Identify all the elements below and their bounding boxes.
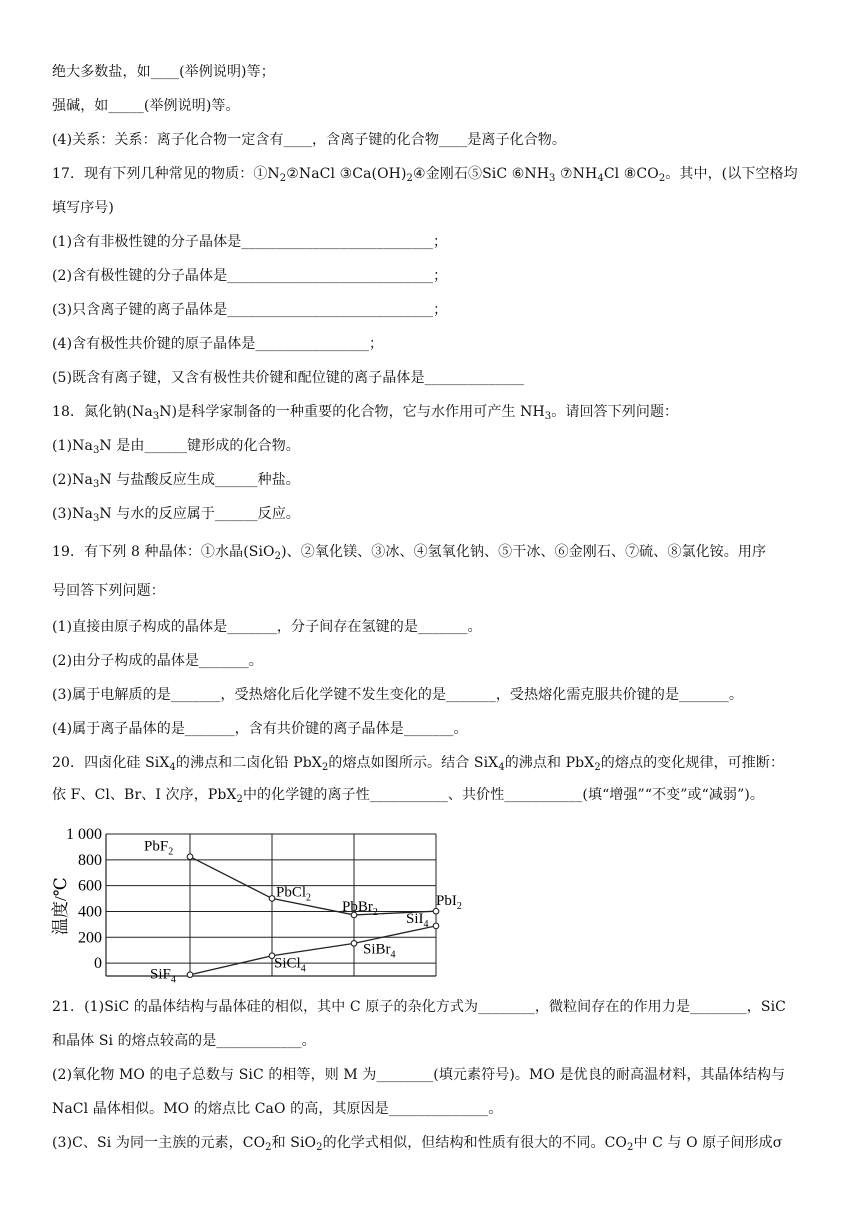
text-line: NaCl 晶体相似。MO 的熔点比 CaO 的高，其原因是______________。 <box>52 1101 503 1117</box>
text-line: (1)含有非极性键的分子晶体是___________________________； <box>52 234 448 250</box>
text-line: (3)C、Si 为同一主族的元素，$CO_2$和 SiO$_2$的化学式相似，但结构和性质有很大的不同。$CO_2$中 C 与 O 原子间形成σ <box>52 1135 783 1153</box>
text-line: (4)含有极性共价键的原子晶体是________________； <box>52 336 384 352</box>
y-tick-label: 800 <box>78 851 102 869</box>
y-tick-label: 400 <box>78 903 102 921</box>
data-label: PbF$_2$ <box>144 838 174 858</box>
text-line: 绝大多数盐，如____(举例说明)等； <box>52 64 275 80</box>
text-line: (4)属于离子晶体的是_______，含有共价键的离子晶体是_______。 <box>52 721 468 737</box>
text-line: (2)由分子构成的晶体是_______。 <box>52 653 263 669</box>
question-21: 21．(1)SiC 的晶体结构与晶体硅的相似，其中 C 原子的杂化方式为________，微粒间存在的作用力是________，SiC <box>52 999 786 1015</box>
y-tick-label: 0 <box>94 955 102 973</box>
question-17: 17．现有下列几种常见的物质：$①N_2②NaCl$ $③Ca(OH)_2④$金刚石⑤SiC $⑥NH_3$ $⑦NH_4Cl$ $⑧CO_2$。其中，(以下空格均 <box>52 166 798 184</box>
text-line: 依 F、Cl、Br、I 次序，PbX$_2$中的化学键的离子性___________、共价性___________(填“增强”“不变”或“减弱”)。 <box>52 787 765 805</box>
text-line: 号回答下列问题： <box>52 583 165 599</box>
text-line: 填写序号) <box>52 200 114 216</box>
text-line: $(1)Na_3N$ 是由______键形成的化合物。 <box>52 438 300 456</box>
data-point <box>269 896 275 902</box>
data-label: PbCl$_2$ <box>276 884 312 904</box>
text-line: 和晶体 Si 的熔点较高的是____________。 <box>52 1033 316 1049</box>
question-19: 19．有下列 8 种晶体：①水晶(SiO$_2$)、②氧化镁、③冰、④氢氧化钠、⑤干冰、⑥金刚石、⑦硫、⑧氯化铵。用序 <box>52 544 767 562</box>
y-tick-label: 1 000 <box>66 826 102 843</box>
text-line: (2)氧化物 MO 的电子总数与 SiC 的相等，则 M 为________(填元素符号)。MO 是优良的耐高温材料，其晶体结构与 <box>52 1067 786 1083</box>
text-line: (5)既含有离子键，又含有极性共价键和配位键的离子晶体是______________ <box>52 370 525 386</box>
series-line-SiX4 <box>190 926 436 975</box>
y-tick-label: 600 <box>78 877 102 895</box>
text-line: (2)含有极性键的分子晶体是_____________________________； <box>52 268 448 284</box>
text-line: (3)属于电解质的是_______，受热熔化后化学键不发生变化的是_______，受热熔化需克服共价键的是_______。 <box>52 687 743 703</box>
data-label: SiBr$_4$ <box>363 941 396 961</box>
data-label: SiF$_4$ <box>150 966 176 986</box>
text-line: (1)直接由原子构成的晶体是_______，分子间存在氢键的是_______。 <box>52 619 482 635</box>
text-line: 强碱，如_____(举例说明)等。 <box>52 98 240 114</box>
data-point <box>433 923 439 929</box>
question-20: 20．四卤化硅 SiX$_4$的沸点和二卤化铅 PbX$_2$的熔点如图所示。结合 SiX$_4$的沸点和 PbX$_2$的熔点的变化规律，可推断： <box>52 755 785 773</box>
data-label: SiI$_4$ <box>406 910 429 930</box>
data-point <box>187 854 193 860</box>
data-label: SiCl$_4$ <box>274 955 306 975</box>
text-line: (4)关系：关系：离子化合物一定含有____，含离子键的化合物____是离子化合物。 <box>52 132 567 148</box>
y-tick-label: 200 <box>78 929 102 947</box>
data-point <box>351 941 357 947</box>
data-point <box>187 972 193 978</box>
data-label: PbI$_2$ <box>436 893 462 913</box>
text-line: $(2)Na_3N$ 与盐酸反应生成______种盐。 <box>52 472 300 490</box>
data-label: PbBr$_2$ <box>342 898 378 918</box>
question-18: 18．氮化钠$(Na_3N)$是科学家制备的一种重要的化合物，它与水作用可产生 $NH_3$。请回答下列问题： <box>52 404 679 422</box>
data-point <box>433 908 439 914</box>
y-axis-label: 温度/℃ <box>51 877 70 935</box>
melting-boiling-point-chart <box>48 826 462 986</box>
text-line: $(3)Na_3N$ 与水的反应属于______反应。 <box>52 506 300 524</box>
text-line: (3)只含离子键的离子晶体是_____________________________； <box>52 302 448 318</box>
